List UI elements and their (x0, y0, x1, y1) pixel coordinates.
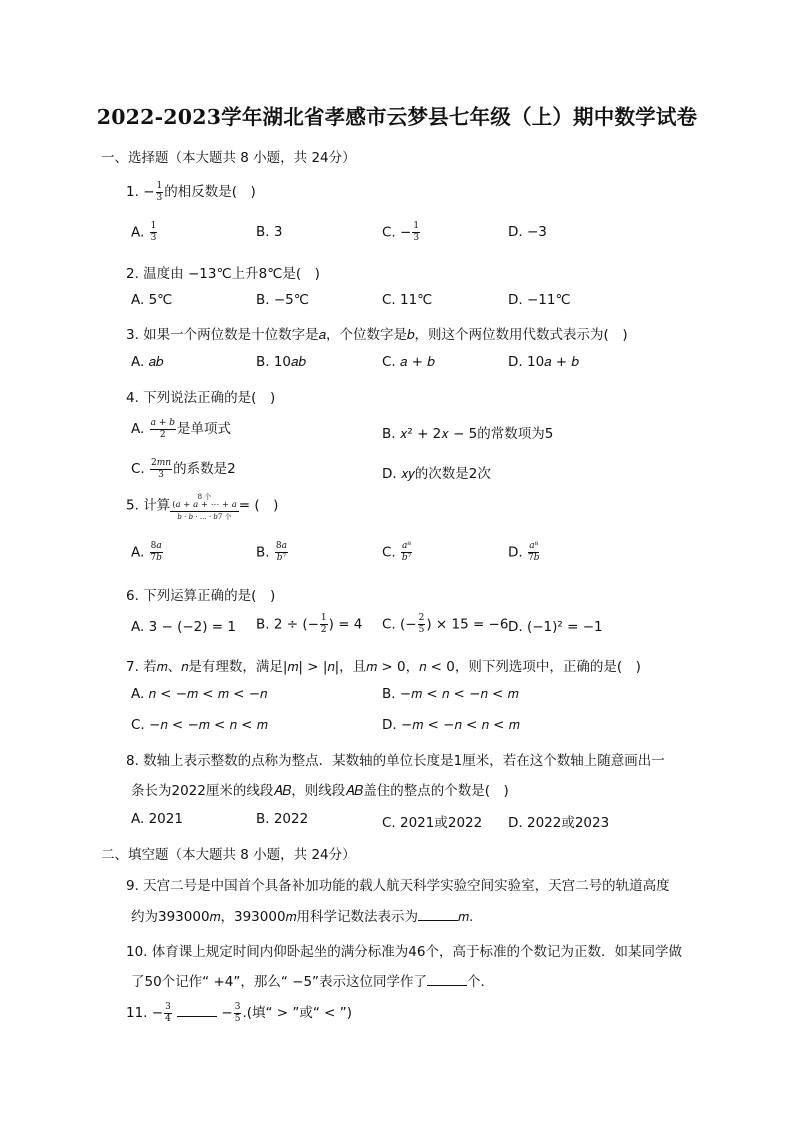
q3-option-d[interactable]: D. 10𝑎 + 𝑏 (508, 354, 579, 370)
q4-option-d[interactable]: D. 𝑥𝑦的次数是2次 (382, 466, 491, 482)
q7-option-c[interactable]: C. −𝑛 < −𝑚 < 𝑛 < 𝑚 (131, 717, 268, 733)
q4-option-a[interactable]: A. $\frac{\text{𝑎 + 𝑏}}{2}$ 是单项式 (131, 417, 231, 440)
q3-option-b[interactable]: B. 10𝑎𝑏 (256, 354, 306, 370)
section-heading-fill: 二、填空题（本大题共 8 小题，共 24分） (101, 847, 356, 863)
q5-option-b[interactable]: B. $\frac{\text{8𝑎}}{\text{𝑏⁷}}$ (256, 541, 287, 563)
q8-option-c[interactable]: C. 2021或2022 (382, 815, 483, 831)
q4-option-b[interactable]: B. 𝑥² + 2𝑥 − 5的常数项为5 (382, 426, 554, 442)
answer-blank[interactable] (177, 1004, 217, 1017)
question-8-line-2: 条长为2022厘米的线段𝐴𝐵，则线段𝐴𝐵盖住的整点的个数是( ) (131, 783, 509, 799)
q8-option-d[interactable]: D. 2022或2023 (508, 815, 610, 831)
question-1: 1. − $\frac{1}{3}$ 的相反数是( ) (126, 180, 256, 203)
q1-option-a[interactable]: A. $\frac{1}{3}$ (131, 221, 157, 243)
compound-fraction: 8 个 (𝑎 + 𝑎 + ⋯ + 𝑎 𝑏 · 𝑏 · … · 𝑏7 个 (172, 493, 237, 521)
question-5: 5. 计算 8 个 (𝑎 + 𝑎 + ⋯ + 𝑎 𝑏 · 𝑏 · … · 𝑏7 个 = ( ) (126, 493, 279, 521)
fraction: $\frac{1}{3}$ (156, 180, 163, 203)
q6-option-a[interactable]: A. 3 − (−2) = 1 (131, 619, 236, 635)
section-heading-choice: 一、选择题（本大题共 8 小题，共 24分） (101, 150, 356, 166)
question-9-line-2: 约为393000𝑚，393000𝑚用科学记数法表示为 𝑚. (131, 909, 474, 925)
answer-blank[interactable] (427, 973, 467, 986)
q3-option-a[interactable]: A. 𝑎𝑏 (131, 354, 164, 370)
q4-option-c[interactable]: C. $\frac{\text{2𝑚𝑛}}{3}$ 的系数是2 (131, 457, 236, 480)
question-2: 2. 温度由 −13℃上升8℃是( ) (126, 266, 320, 282)
q8-option-b[interactable]: B. 2022 (256, 811, 309, 827)
q1-option-c[interactable]: C. − $\frac{1}{3}$ (382, 221, 420, 243)
q7-option-b[interactable]: B. −𝑚 < 𝑛 < −𝑛 < 𝑚 (382, 686, 519, 702)
question-3: 3. 如果一个两位数是十位数字是𝑎，个位数字是𝑏，则这个两位数用代数式表示为( ) (126, 327, 628, 343)
question-9-line-1: 9. 天宫二号是中国首个具备补加功能的载人航天科学实验空间实验室，天宫二号的轨道高度 (126, 878, 670, 894)
q6-option-c[interactable]: C. (− $\frac{2}{5}$ ) × 15 = −6 (382, 613, 509, 635)
question-6: 6. 下列运算正确的是( ) (126, 588, 276, 604)
page-title: 2022-2023学年湖北省孝感市云梦县七年级（上）期中数学试卷 (96, 105, 698, 129)
answer-blank[interactable] (418, 908, 458, 921)
question-7: 7. 若𝑚、𝑛是有理数，满足|𝑚| > |𝑛|，且𝑚 > 0，𝑛 < 0，则下列选项中，正确的是( ) (126, 659, 641, 675)
question-10-line-2: 了50个记作“ +4”，那么“ −5”表示这位同学作了 个． (131, 974, 495, 990)
q6-option-b[interactable]: B. 2 ÷ (− $\frac{1}{2}$ ) = 4 (256, 613, 363, 635)
question-8-line-1: 8. 数轴上表示整数的点称为整点．某数轴的单位长度是1厘米，若在这个数轴上随意画出一 (126, 753, 665, 769)
q3-option-c[interactable]: C. 𝑎 + 𝑏 (382, 354, 435, 370)
q2-option-b[interactable]: B. −5℃ (256, 292, 309, 308)
q5-option-a[interactable]: A. $\frac{\text{8𝑎}}{\text{7𝑏}}$ (131, 541, 162, 563)
question-4: 4. 下列说法正确的是( ) (126, 390, 276, 406)
question-10-line-1: 10. 体育课上规定时间内仰卧起坐的满分标准为46个，高于标准的个数记为正数．如某同学做 (126, 944, 682, 960)
q1-option-d[interactable]: D. −3 (508, 224, 547, 240)
q7-option-a[interactable]: A. 𝑛 < −𝑚 < 𝑚 < −𝑛 (131, 686, 268, 702)
q5-option-d[interactable]: D. $\frac{\text{𝑎⁸}}{\text{7𝑏}}$ (508, 541, 540, 563)
q2-option-a[interactable]: A. 5℃ (131, 292, 173, 308)
q6-option-d[interactable]: D. (−1)² = −1 (508, 619, 603, 635)
question-11: 11. − $\frac{3}{4}$ − $\frac{3}{5}$ .(填“ > ”或“ < ”) (126, 1001, 353, 1024)
q1-option-b[interactable]: B. 3 (256, 224, 283, 240)
q7-option-d[interactable]: D. −𝑚 < −𝑛 < 𝑛 < 𝑚 (382, 717, 520, 733)
q8-option-a[interactable]: A. 2021 (131, 811, 183, 827)
q2-option-c[interactable]: C. 11℃ (382, 292, 433, 308)
q5-option-c[interactable]: C. $\frac{\text{𝑎⁸}}{\text{𝑏⁷}}$ (382, 541, 412, 563)
q2-option-d[interactable]: D. −11℃ (508, 292, 571, 308)
